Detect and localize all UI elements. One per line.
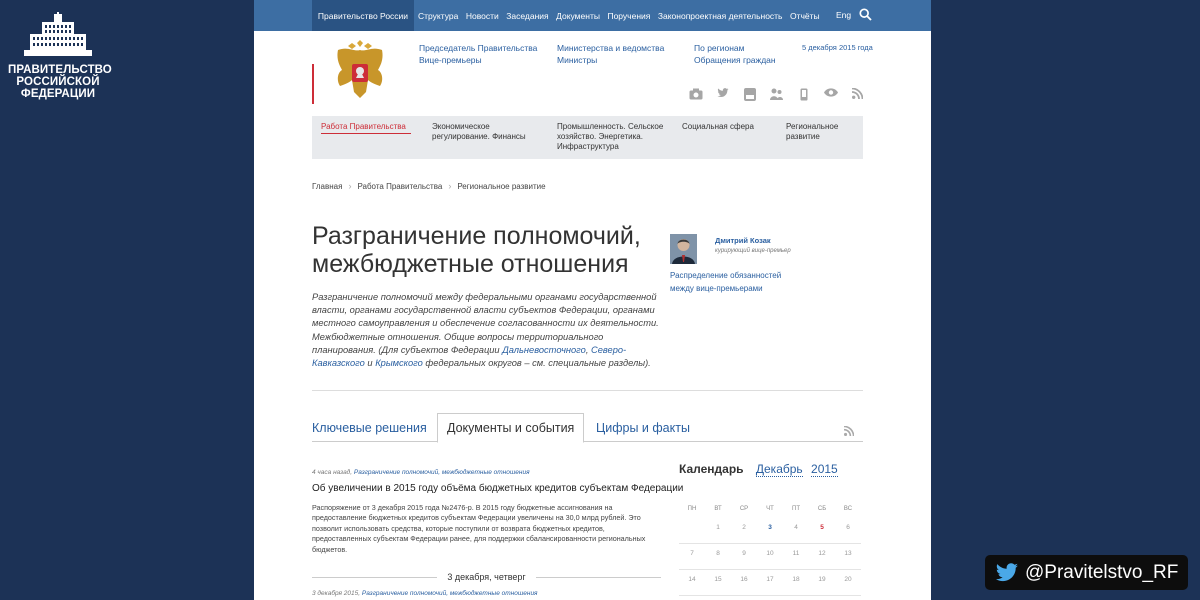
calendar-day[interactable]: 14 (688, 576, 696, 583)
logo-line-3: ФЕДЕРАЦИИ (20, 88, 96, 100)
section-menu-social[interactable]: Социальная сфера (682, 122, 754, 131)
government-logo[interactable] (8, 12, 112, 100)
calendar-header (679, 462, 843, 476)
date-divider (312, 571, 661, 583)
breadcrumb-current: Региональное развитие (457, 181, 546, 191)
calendar-day[interactable]: 2 (742, 524, 746, 531)
rss-icon[interactable] (844, 88, 871, 101)
weekday-label: ВТ (714, 506, 722, 512)
youtube-icon[interactable] (736, 88, 763, 101)
weekday-label: ЧТ (766, 506, 774, 512)
calendar-day[interactable]: 20 (844, 576, 852, 583)
nav-item-reports[interactable]: Отчёты (790, 10, 820, 21)
twitter-badge[interactable] (985, 555, 1188, 590)
divider (312, 390, 863, 391)
lead-text-end: федеральных округов – см. специальные разделы). (422, 358, 651, 369)
coat-of-arms-icon[interactable] (332, 40, 388, 104)
calendar-day[interactable]: 7 (690, 550, 694, 557)
breadcrumb-home[interactable]: Главная (312, 181, 343, 191)
nav-home[interactable]: Правительство России (312, 0, 414, 31)
page-container (254, 0, 931, 600)
section-menu-panel (312, 116, 863, 159)
link-vice-premiers[interactable]: Вице-премьеры (419, 55, 482, 65)
nav-item-structure[interactable]: Структура (418, 10, 459, 21)
link-ministries[interactable]: Министерства и ведомства (557, 43, 665, 53)
news-category-link[interactable]: Разграничение полномочий, межбюджетные отношения (361, 590, 538, 597)
calendar-day[interactable]: 16 (740, 576, 748, 583)
link-regions[interactable]: По регионам (694, 43, 745, 53)
date-divider-label: 3 декабря, четверг (447, 572, 526, 582)
calendar-grid (679, 502, 861, 596)
page-lead (312, 291, 662, 370)
lead-text: Разграничение полномочий между федеральными органами государственной власти, органами государственной власти субъектов Федерации, органами местного самоуправления и обеспечение согласованности их деятельности. Межбюджетные отношения. Общие вопросы территориального планирования. (Для субъектов Федерации (312, 292, 659, 355)
news-time: 4 часа назад, (312, 469, 354, 476)
calendar-day[interactable]: 8 (716, 550, 720, 557)
people-icon[interactable] (763, 88, 790, 101)
weekday-label: ПТ (792, 506, 800, 512)
calendar-day[interactable]: 19 (818, 576, 826, 583)
lead-and: и (364, 358, 376, 369)
nav-item-instructions[interactable]: Поручения (607, 10, 651, 21)
top-nav-menu (418, 0, 827, 31)
duties-distribution-link[interactable]: Распределение обязанностей между вице-премьерами (670, 271, 782, 293)
news-meta (312, 590, 538, 597)
breadcrumb-chevron-icon: › (348, 181, 352, 191)
calendar-year-select[interactable]: 2015 (811, 462, 838, 476)
logo-line-2: РОССИЙСКОЙ (16, 76, 100, 88)
divider-line (312, 577, 437, 578)
search-icon[interactable] (859, 8, 872, 23)
twitter-bird-icon (995, 563, 1019, 583)
calendar-week (679, 570, 861, 596)
nav-item-documents[interactable]: Документы (556, 10, 600, 21)
twitter-icon[interactable] (709, 88, 736, 101)
calendar-label: Календарь (679, 462, 744, 476)
calendar-day[interactable]: 6 (846, 524, 850, 531)
calendar-day[interactable]: 15 (714, 576, 722, 583)
section-menu-government-work[interactable]: Работа Правительства (321, 122, 411, 134)
camera-icon[interactable] (682, 88, 709, 101)
link-far-east[interactable]: Дальневосточного (502, 344, 586, 355)
weekday-label: СР (739, 506, 749, 512)
weekday-label: ВС (843, 506, 853, 512)
tab-facts-figures[interactable]: Цифры и факты (596, 420, 690, 435)
current-date: 5 декабря 2015 года (802, 43, 873, 52)
link-ministers[interactable]: Министры (557, 55, 598, 65)
tab-rss-icon[interactable] (844, 423, 854, 441)
breadcrumb-chevron-icon: › (448, 181, 452, 191)
calendar-day[interactable]: 18 (792, 576, 800, 583)
top-nav-bar (254, 0, 931, 31)
link-crimea[interactable]: Крымского (375, 358, 423, 369)
section-menu-economy[interactable]: Экономическое регулирование. Финансы (432, 122, 526, 141)
tab-key-decisions[interactable]: Ключевые решения (312, 420, 427, 435)
breadcrumb-government-work[interactable]: Работа Правительства (357, 181, 443, 191)
link-citizen-appeals[interactable]: Обращения граждан (694, 55, 776, 65)
government-building-icon (22, 12, 94, 58)
link-prime-minister[interactable]: Председатель Правительства (419, 43, 538, 53)
section-menu-regional[interactable]: Региональное развитие (786, 122, 839, 141)
curator-avatar[interactable] (670, 234, 697, 264)
calendar-week (679, 518, 861, 544)
section-menu-industry[interactable]: Промышленность. Сельское хозяйство. Энергетика. Инфраструктура (557, 122, 664, 151)
eye-icon[interactable] (817, 88, 844, 101)
weekday-label: СБ (817, 506, 827, 512)
lead-comma: , (585, 344, 591, 355)
calendar-day[interactable]: 1 (716, 524, 720, 531)
social-icons-row (682, 88, 871, 101)
news-time: 3 декабря 2015, (312, 590, 362, 597)
calendar-day-today[interactable]: 5 (820, 524, 824, 531)
nav-item-legislation[interactable]: Законопроектная деятельность (657, 10, 783, 21)
curator-name[interactable]: Дмитрий Козак (715, 236, 771, 245)
calendar-day[interactable]: 9 (742, 550, 746, 557)
divider-line (536, 577, 661, 578)
calendar-day-with-events[interactable]: 3 (768, 524, 772, 531)
news-title[interactable]: Об увеличении в 2015 году объёма бюджетных кредитов субъектам Федерации (312, 483, 684, 494)
mobile-icon[interactable] (790, 88, 817, 101)
twitter-handle: @Pravitelstvo_RF (1025, 561, 1179, 583)
link-north-caucasus[interactable]: Северо-Кавказского (312, 344, 627, 369)
page-title: Разграничение полномочий, межбюджетные отношения (312, 222, 641, 278)
nav-item-meetings[interactable]: Заседания (506, 10, 549, 21)
news-meta (312, 469, 530, 476)
calendar-day[interactable]: 13 (844, 550, 852, 557)
news-body: Распоряжение от 3 декабря 2015 года №2476-р. В 2015 году бюджетные ассигнования на предоставление бюджетных кредитов субъектам Федерации увеличены на 30,0 млрд рублей. Это позволит использовать средства, которые поступили от возврата бюджетных кредитов, предоставленных субъектам Федерации ранее, для поддержки сбалансированности региональных бюджетов. (312, 503, 646, 554)
calendar-week (679, 544, 861, 570)
red-accent-bar (312, 64, 314, 104)
curator-role: курирующий вице-премьер (715, 248, 791, 254)
calendar-day[interactable]: 10 (766, 550, 774, 557)
tab-documents-events[interactable]: Документы и события (437, 413, 584, 443)
calendar-day[interactable]: 4 (794, 524, 798, 531)
breadcrumb (312, 181, 546, 191)
language-switch[interactable]: Eng (836, 10, 852, 20)
calendar-day (679, 518, 705, 543)
news-category-link[interactable]: Разграничение полномочий, межбюджетные отношения (353, 469, 530, 476)
calendar-day[interactable]: 17 (766, 576, 774, 583)
logo-line-1: ПРАВИТЕЛЬСТВО (8, 64, 112, 76)
calendar-month-select[interactable]: Декабрь (755, 462, 803, 476)
calendar-weekdays (679, 502, 861, 518)
weekday-label: ПН (687, 506, 697, 512)
calendar-day[interactable]: 11 (792, 550, 800, 557)
nav-item-news[interactable]: Новости (465, 10, 499, 21)
calendar-day[interactable]: 12 (818, 550, 826, 557)
